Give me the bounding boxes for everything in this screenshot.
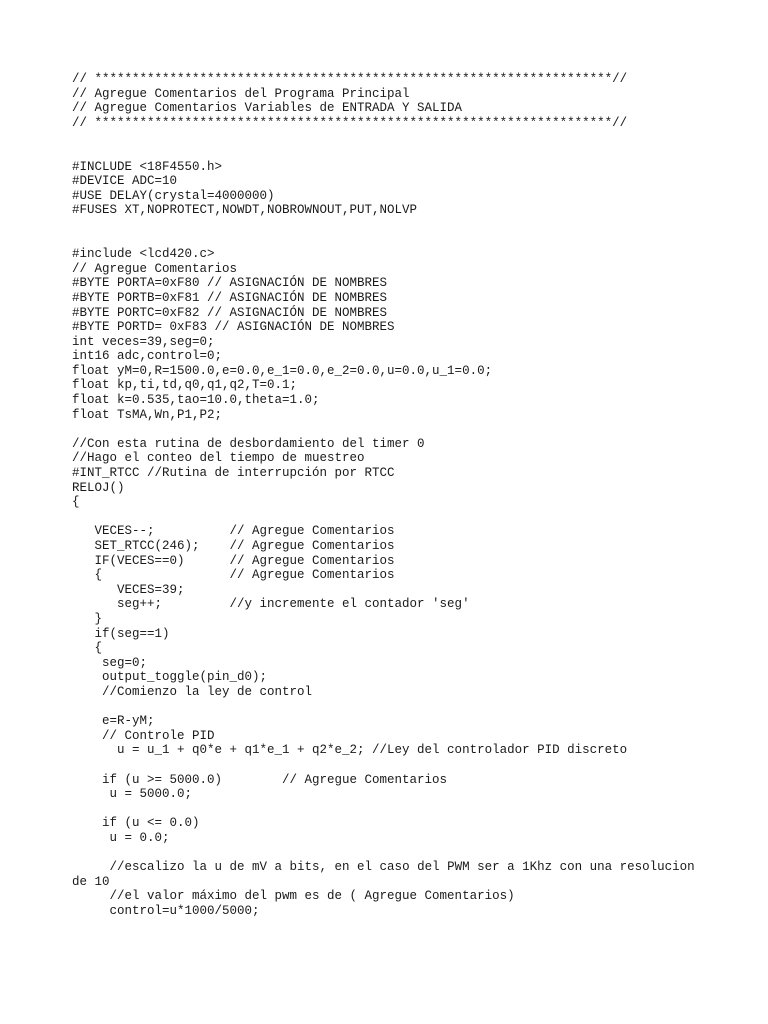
code-line: #DEVICE ADC=10: [72, 174, 178, 189]
code-line: //Comienzo la ley de control: [72, 684, 313, 699]
code-line: VECES=39;: [72, 582, 185, 597]
code-line: SET_RTCC(246); // Agregue Comentarios: [72, 539, 395, 553]
code-line: control=u*1000/5000;: [72, 903, 260, 918]
code-line: float kp,ti,td,q0,q1,q2,T=0.1;: [72, 378, 298, 393]
code-line: #BYTE PORTD= 0xF83 // ASIGNACIÓN DE NOMBRES: [72, 320, 395, 335]
code-line: seg++; //y incremente el contador 'seg': [72, 597, 470, 612]
code-line: [72, 758, 712, 773]
code-line: // Agregue Comentarios: [72, 261, 238, 276]
code-line: #BYTE PORTB=0xF81 // ASIGNACIÓN DE NOMBRES: [72, 290, 388, 305]
code-line: {: [72, 641, 103, 656]
code-line: #USE DELAY(crystal=4000000): [72, 188, 275, 203]
code-line: [72, 510, 712, 525]
code-line: [72, 700, 712, 715]
code-line: [72, 802, 712, 817]
code-line: [72, 422, 712, 437]
code-line: //el valor máximo del pwm es de ( Agregue Comentarios): [72, 889, 515, 904]
code-line: // Agregue Comentarios del Programa Principal: [72, 86, 410, 101]
code-line: [72, 845, 712, 860]
code-line: [72, 233, 712, 248]
code-line: RELOJ(): [72, 480, 125, 495]
code-line: //escalizo la u de mV a bits, en el caso del PWM ser a 1Khz con una resolucion de 10: [72, 860, 703, 889]
code-line: #FUSES XT,NOPROTECT,NOWDT,NOBROWNOUT,PUT,NOLVP: [72, 203, 418, 218]
code-line: VECES--; // Agregue Comentarios: [72, 524, 395, 539]
code-line: if(seg==1): [72, 626, 170, 641]
code-line: u = 0.0;: [72, 830, 170, 845]
code-line: {: [72, 495, 80, 510]
code-line: // Controle PID: [72, 728, 215, 743]
code-line: IF(VECES==0) // Agregue Comentarios: [72, 553, 395, 568]
code-line: [72, 130, 712, 145]
code-listing: [72, 72, 712, 918]
code-line: // *********************************************************************//: [72, 72, 628, 86]
code-line: #INT_RTCC //Rutina de interrupción por RTCC: [72, 466, 395, 481]
code-line: #include <lcd420.c>: [72, 247, 215, 262]
code-line: //Hago el conteo del tiempo de muestreo: [72, 451, 365, 466]
code-line: //Con esta rutina de desbordamiento del timer 0: [72, 436, 425, 451]
code-line: // *********************************************************************//: [72, 115, 628, 130]
code-line: u = u_1 + q0*e + q1*e_1 + q2*e_2; //Ley del controlador PID discreto: [72, 743, 628, 758]
code-line: seg=0;: [72, 655, 148, 670]
code-line: [72, 145, 712, 160]
code-line: u = 5000.0;: [72, 787, 193, 802]
code-line: }: [72, 611, 103, 626]
code-line: #BYTE PORTC=0xF82 // ASIGNACIÓN DE NOMBRES: [72, 305, 388, 320]
code-line: int16 adc,control=0;: [72, 349, 223, 364]
code-line: // Agregue Comentarios Variables de ENTRADA Y SALIDA: [72, 101, 463, 116]
code-line: int veces=39,seg=0;: [72, 334, 215, 349]
code-line: if (u <= 0.0): [72, 816, 200, 831]
code-line: if (u >= 5000.0) // Agregue Comentarios: [72, 772, 448, 787]
code-line: output_toggle(pin_d0);: [72, 670, 268, 685]
code-line: float k=0.535,tao=10.0,theta=1.0;: [72, 393, 320, 408]
code-line: { // Agregue Comentarios: [72, 568, 395, 583]
code-line: #BYTE PORTA=0xF80 // ASIGNACIÓN DE NOMBRES: [72, 276, 388, 291]
code-line: float TsMA,Wn,P1,P2;: [72, 407, 223, 422]
code-line: float yM=0,R=1500.0,e=0.0,e_1=0.0,e_2=0.0,u=0.0,u_1=0.0;: [72, 363, 493, 378]
code-line: [72, 218, 712, 233]
code-line: e=R-yM;: [72, 714, 155, 729]
code-line: #INCLUDE <18F4550.h>: [72, 159, 223, 174]
